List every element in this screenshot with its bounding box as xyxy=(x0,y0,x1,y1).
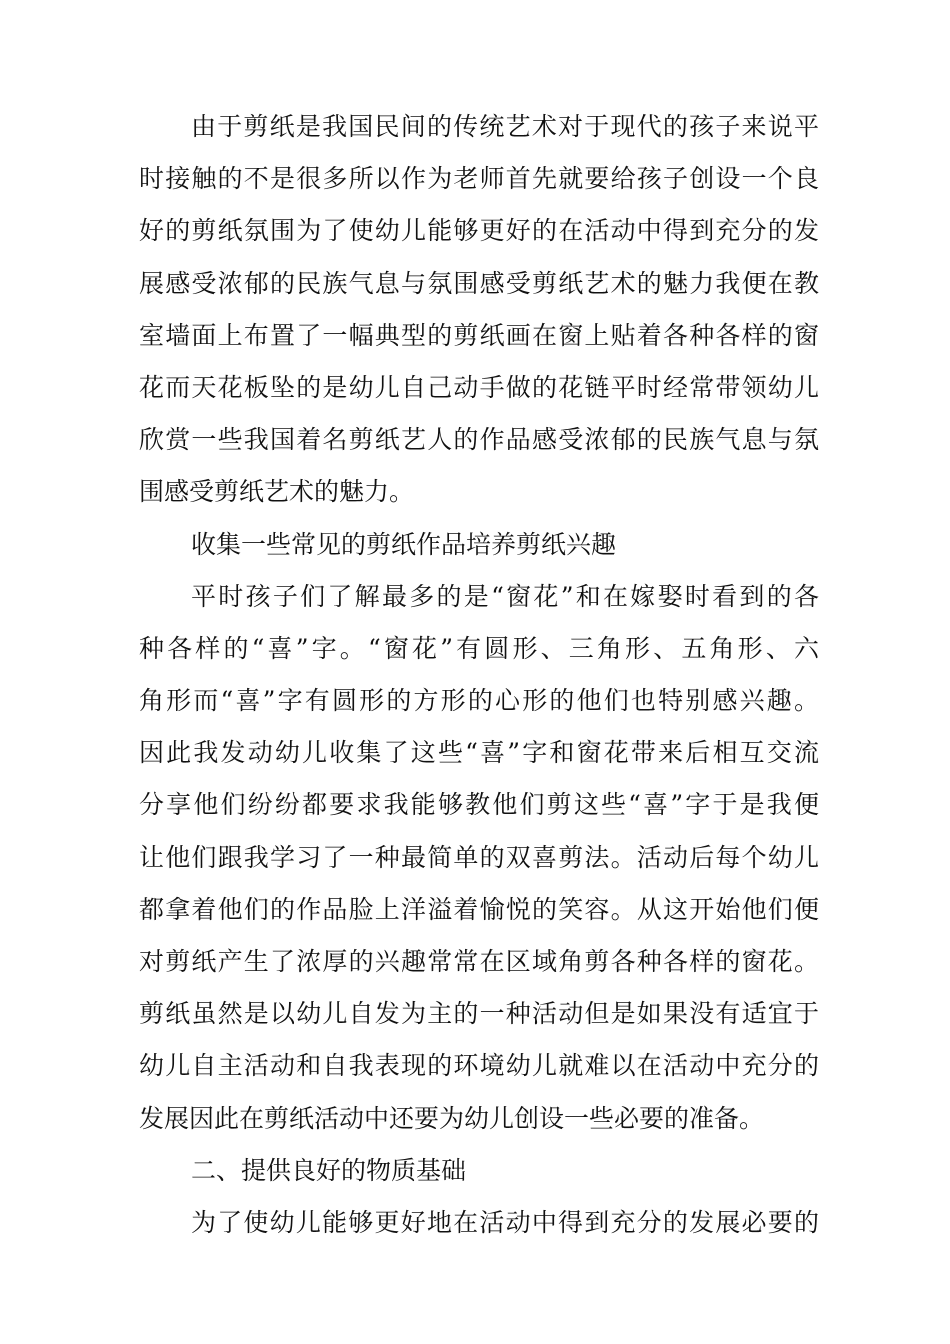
text-line: 好的剪纸氛围为了使幼儿能够更好的在活动中得到充分的发 xyxy=(139,216,819,246)
text-line: 欣赏一些我国着名剪纸艺人的作品感受浓郁的民族气息与氛 xyxy=(139,425,819,455)
text-line: 对剪纸产生了浓厚的兴趣常常在区域角剪各种各样的窗花。 xyxy=(139,947,819,976)
text-line: 幼儿自主活动和自我表现的环境幼儿就难以在活动中充分的 xyxy=(139,1051,819,1081)
text-line: 平时孩子们了解最多的是“窗花”和在嫁娶时看到的各 xyxy=(191,581,819,611)
text-line: 二、提供良好的物质基础 xyxy=(191,1155,467,1185)
text-line: 围感受剪纸艺术的魅力。 xyxy=(139,477,415,507)
text-line: 分享他们纷纷都要求我能够教他们剪这些“喜”字于是我便 xyxy=(139,790,819,820)
text-line: 角形而“喜”字有圆形的方形的心形的他们也特别感兴趣。 xyxy=(139,686,819,716)
text-line: 让他们跟我学习了一种最简单的双喜剪法。活动后每个幼儿 xyxy=(139,842,819,872)
text-line: 展感受浓郁的民族气息与氛围感受剪纸艺术的魅力我便在教 xyxy=(139,268,819,298)
text-line: 因此我发动幼儿收集了这些“喜”字和窗花带来后相互交流 xyxy=(139,738,819,768)
text-line: 时接触的不是很多所以作为老师首先就要给孩子创设一个良 xyxy=(139,164,819,194)
text-line: 剪纸虽然是以幼儿自发为主的一种活动但是如果没有适宜于 xyxy=(139,999,819,1029)
text-line: 发展因此在剪纸活动中还要为幼儿创设一些必要的准备。 xyxy=(139,1103,765,1133)
text-line: 都拿着他们的作品脸上洋溢着愉悦的笑容。从这开始他们便 xyxy=(139,894,819,924)
text-line: 由于剪纸是我国民间的传统艺术对于现代的孩子来说平 xyxy=(191,112,819,141)
document-body xyxy=(139,101,819,1249)
text-line: 种各样的“喜”字。“窗花”有圆形、三角形、五角形、六 xyxy=(139,633,819,663)
text-line: 花而天花板坠的是幼儿自己动手做的花链平时经常带领幼儿 xyxy=(139,372,819,402)
text-line: 为了使幼儿能够更好地在活动中得到充分的发展必要的 xyxy=(191,1207,819,1237)
text-line: 室墙面上布置了一幅典型的剪纸画在窗上贴着各种各样的窗 xyxy=(139,320,819,350)
text-line: 收集一些常见的剪纸作品培养剪纸兴趣 xyxy=(191,529,617,559)
